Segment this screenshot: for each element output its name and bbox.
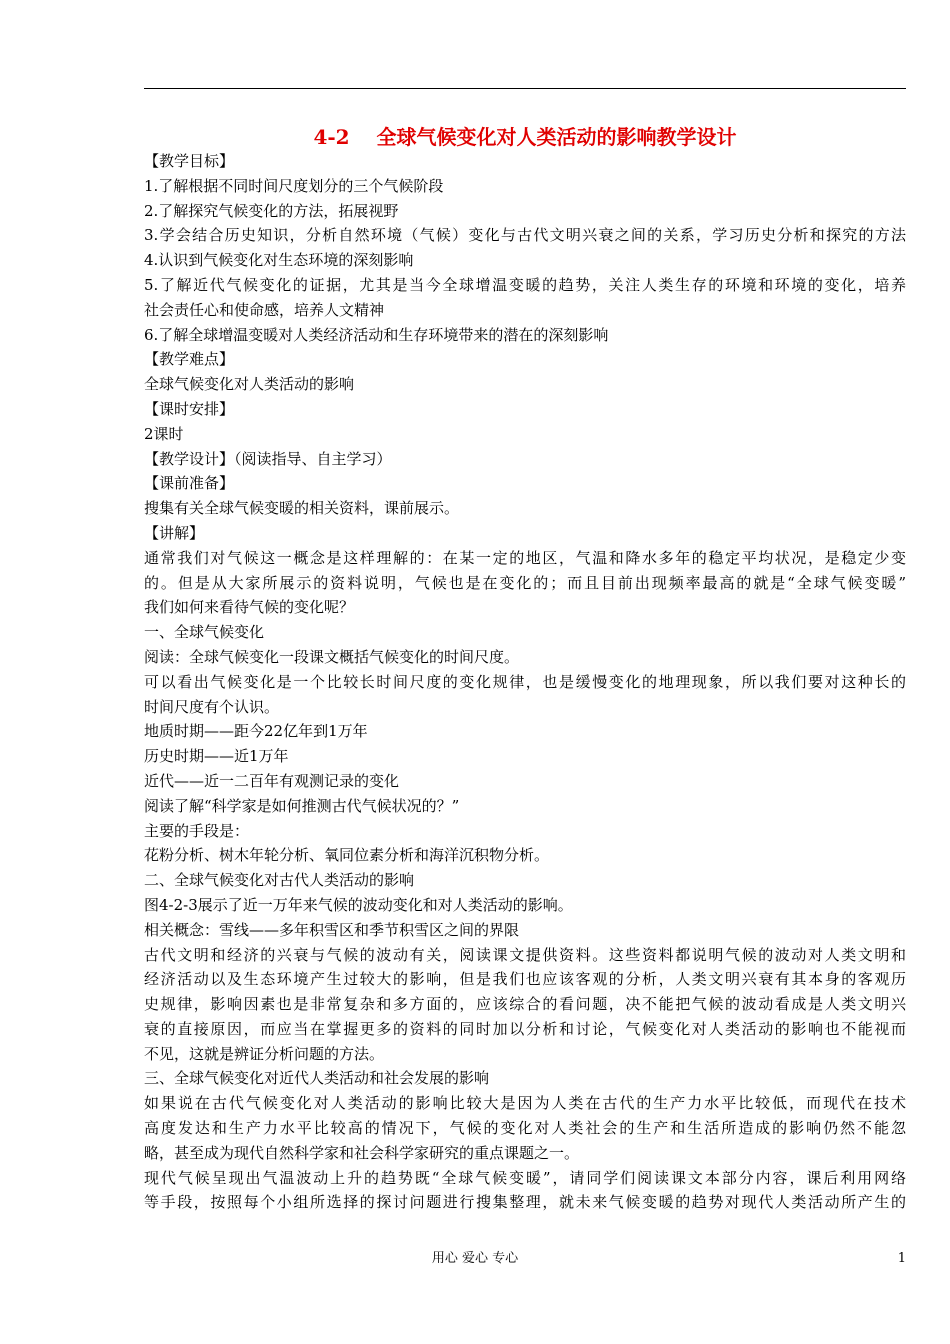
document-title: 4-2 全球气候变化对人类活动的影响教学设计: [313, 125, 737, 149]
text-line: 【讲解】: [144, 523, 205, 542]
text-line: 一、全球气候变化: [144, 623, 265, 642]
text-line: 高度发达和生产力水平比较高的情况下，气候的变化对人类社会的生产和生活所造成的影响仍然不能忽: [144, 1119, 906, 1138]
text-line: 历史时期——近1万年: [144, 747, 289, 766]
text-line: 等手段，按照每个小组所选择的探讨问题进行搜集整理，就未来气候变暖的趋势对现代人类活动所产生的: [144, 1193, 906, 1212]
text-line: 可以看出气候变化是一个比较长时间尺度的变化规律，也是缓慢变化的地理现象，所以我们要对这种长的: [144, 672, 906, 691]
text-line: 3.学会结合历史知识，分析自然环境（气候）变化与古代文明兴衰之间的关系，学习历史分析和探究的方法: [144, 226, 906, 245]
page-number: 1: [897, 1251, 906, 1266]
text-line: 【教学目标】: [144, 152, 235, 170]
text-line: 阅读：全球气候变化一段课文概括气候变化的时间尺度。: [144, 647, 520, 666]
text-line: 4.认识到气候变化对生态环境的深刻影响: [144, 251, 414, 270]
text-line: 【课时安排】: [144, 399, 235, 418]
text-line: 不见，这就是辨证分析问题的方法。: [144, 1044, 385, 1063]
text-line: 【教学设计】（阅读指导、自主学习）: [144, 449, 392, 468]
text-line: 社会责任心和使命感，培养人文精神: [144, 300, 385, 319]
text-line: 略，甚至成为现代自然科学家和社会科学家研究的重点课题之一。: [144, 1143, 580, 1162]
text-line: 花粉分析、树木年轮分析、氧同位素分析和海洋沉积物分析。: [144, 846, 550, 865]
text-line: 主要的手段是：: [144, 821, 250, 840]
text-line: 6.了解全球增温变暖对人类经济活动和生存环境带来的潜在的深刻影响: [144, 325, 609, 344]
text-line: 通常我们对气候这一概念是这样理解的：在某一定的地区，气温和降水多年的稳定平均状况，是稳定少变: [144, 548, 906, 567]
text-line: 三、全球气候变化对近代人类活动和社会发展的影响: [144, 1069, 490, 1088]
text-line: 2.了解探究气候变化的方法，拓展视野: [144, 201, 399, 220]
text-line: 2课时: [144, 424, 184, 443]
text-line: 【教学难点】: [144, 350, 235, 369]
text-line: 的。但是从大家所展示的资料说明，气候也是在变化的；而且目前出现频率最高的就是“全球气候变暖”: [144, 573, 906, 592]
text-line: 衰的直接原因，而应当在掌握更多的资料的同时加以分析和讨论，气候变化对人类活动的影响也不能视而: [144, 1019, 906, 1038]
text-line: 史规律，影响因素也是非常复杂和多方面的，应该综合的看问题，决不能把气候的波动看成是人类文明兴: [144, 995, 906, 1014]
text-line: 二、全球气候变化对古代人类活动的影响: [144, 871, 415, 890]
text-line: 近代——近一二百年有观测记录的变化: [144, 771, 400, 790]
footer-text: 用心 爱心 专心: [431, 1251, 519, 1266]
text-line: 古代文明和经济的兴衰与气候的波动有关，阅读课文提供资料。这些资料都说明气候的波动对人类文明和: [144, 945, 906, 964]
text-line: 经济活动以及生态环境产生过较大的影响，但是我们也应该客观的分析，人类文明兴衰有其本身的客观历: [144, 970, 906, 989]
document-body: [144, 149, 906, 1215]
text-line: 【课前准备】: [144, 474, 235, 493]
text-line: 搜集有关全球气候变暖的相关资料，课前展示。: [144, 499, 460, 518]
text-line: 阅读了解“科学家是如何推测古代气候状况的？”: [144, 796, 460, 815]
text-line: 全球气候变化对人类活动的影响: [144, 375, 355, 394]
text-line: 相关概念：雪线——多年积雪区和季节积雪区之间的界限: [144, 920, 520, 939]
text-line: 1.了解根据不同时间尺度划分的三个气候阶段: [144, 176, 444, 195]
text-line: 图4-2-3展示了近一万年来气候的波动变化和对人类活动的影响。: [144, 895, 573, 914]
text-line: 时间尺度有个认识。: [144, 697, 280, 716]
text-line: 我们如何来看待气候的变化呢？: [144, 598, 355, 617]
text-line: 如果说在古代气候变化对人类活动的影响比较大是因为人类在古代的生产力水平比较低，而现代在技术: [144, 1094, 906, 1113]
text-line: 现代气候呈现出气温波动上升的趋势既“全球气候变暖”，请同学们阅读课文本部分内容，课后利用网络: [144, 1168, 906, 1187]
text-line: 5.了解近代气候变化的证据，尤其是当今全球增温变暖的趋势，关注人类生存的环境和环境的变化，培养: [144, 275, 906, 294]
text-line: 地质时期——距今22亿年到1万年: [144, 722, 368, 741]
header-rule: [144, 88, 906, 89]
